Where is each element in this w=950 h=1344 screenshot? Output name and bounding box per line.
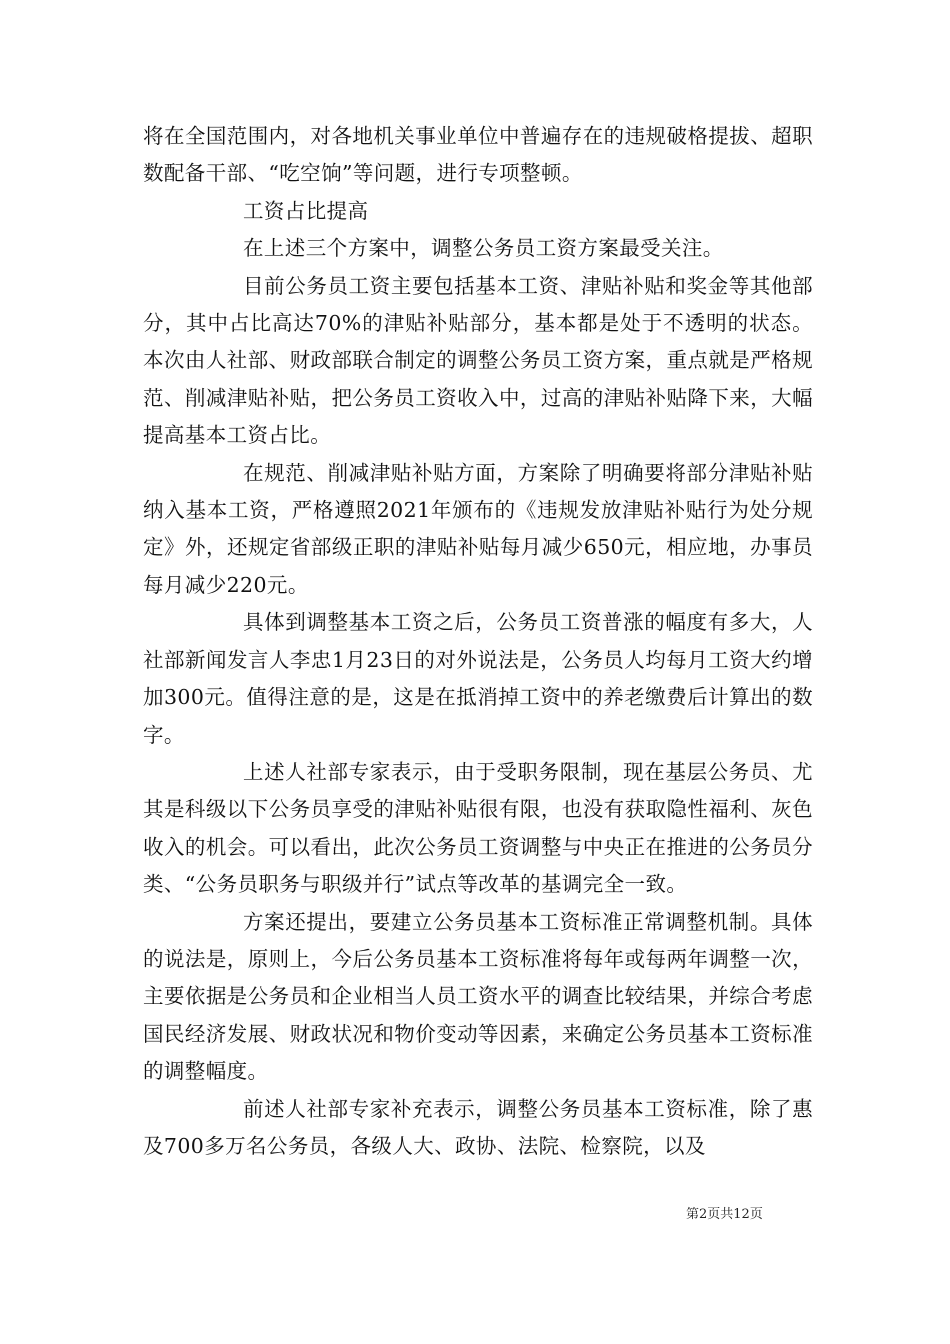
paragraph: 具体到调整基本工资之后，公务员工资普涨的幅度有多大，人社部新闻发言人李忠1月23日的对外说法是，公务员人均每月工资大约增加300元。值得注意的是，这是在抵消掉工资中的养老缴费后计算出的数字。 — [143, 610, 813, 747]
paragraph: 方案还提出，要建立公务员基本工资标准正常调整机制。具体的说法是，原则上，今后公务员基本工资标准将每年或每两年调整一次，主要依据是公务员和企业相当人员工资水平的调查比较结果，并综合考虑国民经济发展、财政状况和物价变动等因素，来确定公务员基本工资标准的调整幅度。 — [143, 909, 813, 1084]
paragraph: 在规范、削减津贴补贴方面，方案除了明确要将部分津贴补贴纳入基本工资，严格遵照2021年颁布的《违规发放津贴补贴行为处分规定》外，还规定省部级正职的津贴补贴每月减少650元，相应地，办事员每月减少220元。 — [143, 460, 813, 597]
paragraph-continued: 将在全国范围内，对各地机关事业单位中普遍存在的违规破格提拔、超职数配备干部、“吃空饷”等问题，进行专项整顿。 — [143, 124, 813, 186]
document-body — [143, 118, 813, 1165]
paragraph: 在上述三个方案中，调整公务员工资方案最受关注。 — [243, 236, 724, 261]
page-number: 第2页共12页 — [686, 1207, 763, 1222]
section-heading: 工资占比提高 — [243, 198, 369, 223]
paragraph: 前述人社部专家补充表示，调整公务员基本工资标准，除了惠及700多万名公务员，各级人大、政协、法院、检察院，以及 — [143, 1096, 813, 1158]
paragraph: 上述人社部专家表示，由于受职务限制，现在基层公务员、尤其是科级以下公务员享受的津贴补贴很有限，也没有获取隐性福利、灰色收入的机会。可以看出，此次公务员工资调整与中央正在推进的公务员分类、“公务员职务与职级并行”试点等改革的基调完全一致。 — [143, 759, 813, 897]
paragraph: 目前公务员工资主要包括基本工资、津贴补贴和奖金等其他部分，其中占比高达70%的津贴补贴部分，基本都是处于不透明的状态。本次由人社部、财政部联合制定的调整公务员工资方案，重点就是严格规范、削减津贴补贴，把公务员工资收入中，过高的津贴补贴降下来，大幅提高基本工资占比。 — [143, 273, 813, 448]
